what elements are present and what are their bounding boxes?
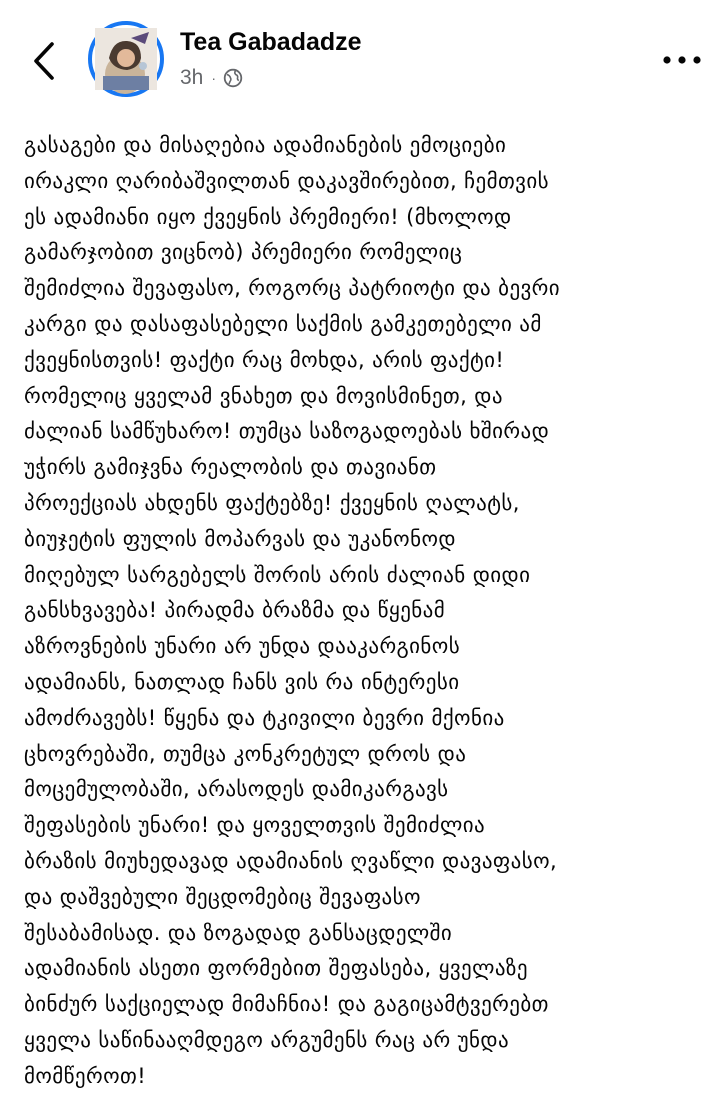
more-options-button[interactable] [658, 44, 706, 76]
post-header [0, 0, 726, 118]
meta-separator: · [211, 70, 217, 86]
post-text-line: ბიუჯეტის ფულის მოპარვას და უკანონოდ [24, 526, 456, 551]
profile-photo-image [95, 28, 157, 90]
post-text-line: ეს ადამიანი იყო ქვეყნის პრემიერი! (მხოლოდ [24, 204, 512, 229]
profile-picture [95, 28, 157, 90]
post-text-line: ადამიანს, ნათლად ჩანს ვის რა ინტერესი [24, 669, 460, 694]
back-button[interactable] [22, 36, 66, 86]
post-text-line: ამოძრავებს! წყენა და ტკივილი ბევრი მქონია [24, 705, 505, 730]
post-text-line: ბინძურ საქციელად მიმაჩნია! და გაგიცამტვერებთ [24, 992, 549, 1017]
post-text [24, 128, 714, 1088]
post-text-line: ცხოვრებაში, თუმცა კონკრეტულ დროს და [24, 741, 467, 766]
post-text-line: განსხვავება! პირადმა ბრაზმა და წყენამ [24, 598, 446, 623]
post-text-line: ირაკლი ღარიბაშვილთან დაკავშირებით, ჩემთვის [24, 168, 549, 193]
post-text-line: ბრაზის მიუხედავად ადამიანის ღვაწლი დავაფასო, [24, 848, 558, 873]
author-name[interactable]: Tea Gabadadze [180, 28, 362, 56]
post-text-line: რომელიც ყველამ ვნახეთ და მოვისმინეთ, და [24, 383, 503, 408]
post-text-line: და დაშვებული შეცდომებიც შევაფასო [24, 884, 421, 909]
post-text-line: შეფასების უნარი! და ყოველთვის შემიძლია [24, 813, 486, 838]
post-text-line: გამარჯობით ვიცნობ) პრემიერი რომელიც [24, 240, 463, 265]
post-text-line: მოცემულობაში, არასოდეს დამიკარგავს [24, 777, 449, 802]
more-horizontal-icon [662, 55, 702, 65]
chevron-left-icon [31, 41, 57, 81]
post-text-line: მომწეროთ! [24, 1063, 147, 1088]
post-text-line: ადამიანის ასეთი ფორმებით შეფასება, ყველაზე [24, 956, 528, 981]
post-text-line: უჭირს გამიჯვნა რეალობის და თავიანთ [24, 455, 437, 480]
globe-icon[interactable] [223, 68, 243, 88]
post-text-line: შემიძლია შევაფასო, როგორც პატრიოტი და ბევრი [24, 276, 561, 301]
post-text-line: ყველა საწინააღმდეგო არგუმენს რაც არ უნდა [24, 1027, 510, 1052]
post-text-line: კარგი და დასაფასებელი საქმის გამკეთებელი ამ [24, 311, 542, 336]
post-text-line: პროექციას ახდენს ფაქტებზე! ქვეყნის ღალატს, [24, 490, 520, 515]
post-text-line: შესაბამისად. და ზოგადად განსაცდელში [24, 920, 453, 945]
post-text-line: ქვეყნისთვის! ფაქტი რაც მოხდა, არის ფაქტი! [24, 347, 505, 372]
post-timestamp[interactable]: 3h [180, 66, 204, 89]
post-text-line: მიღებულ სარგებელს შორის არის ძალიან დიდი [24, 562, 531, 587]
post-text-line: ძალიან სამწუხარო! თუმცა საზოგადოებას ხშირად [24, 419, 550, 444]
avatar[interactable] [88, 21, 164, 97]
post-text-line: გასაგები და მისაღებია ადამიანების ემოციები [24, 133, 507, 157]
post-text-line: აზროვნების უნარი არ უნდა დააკარგინოს [24, 634, 461, 659]
post-meta [180, 66, 243, 90]
